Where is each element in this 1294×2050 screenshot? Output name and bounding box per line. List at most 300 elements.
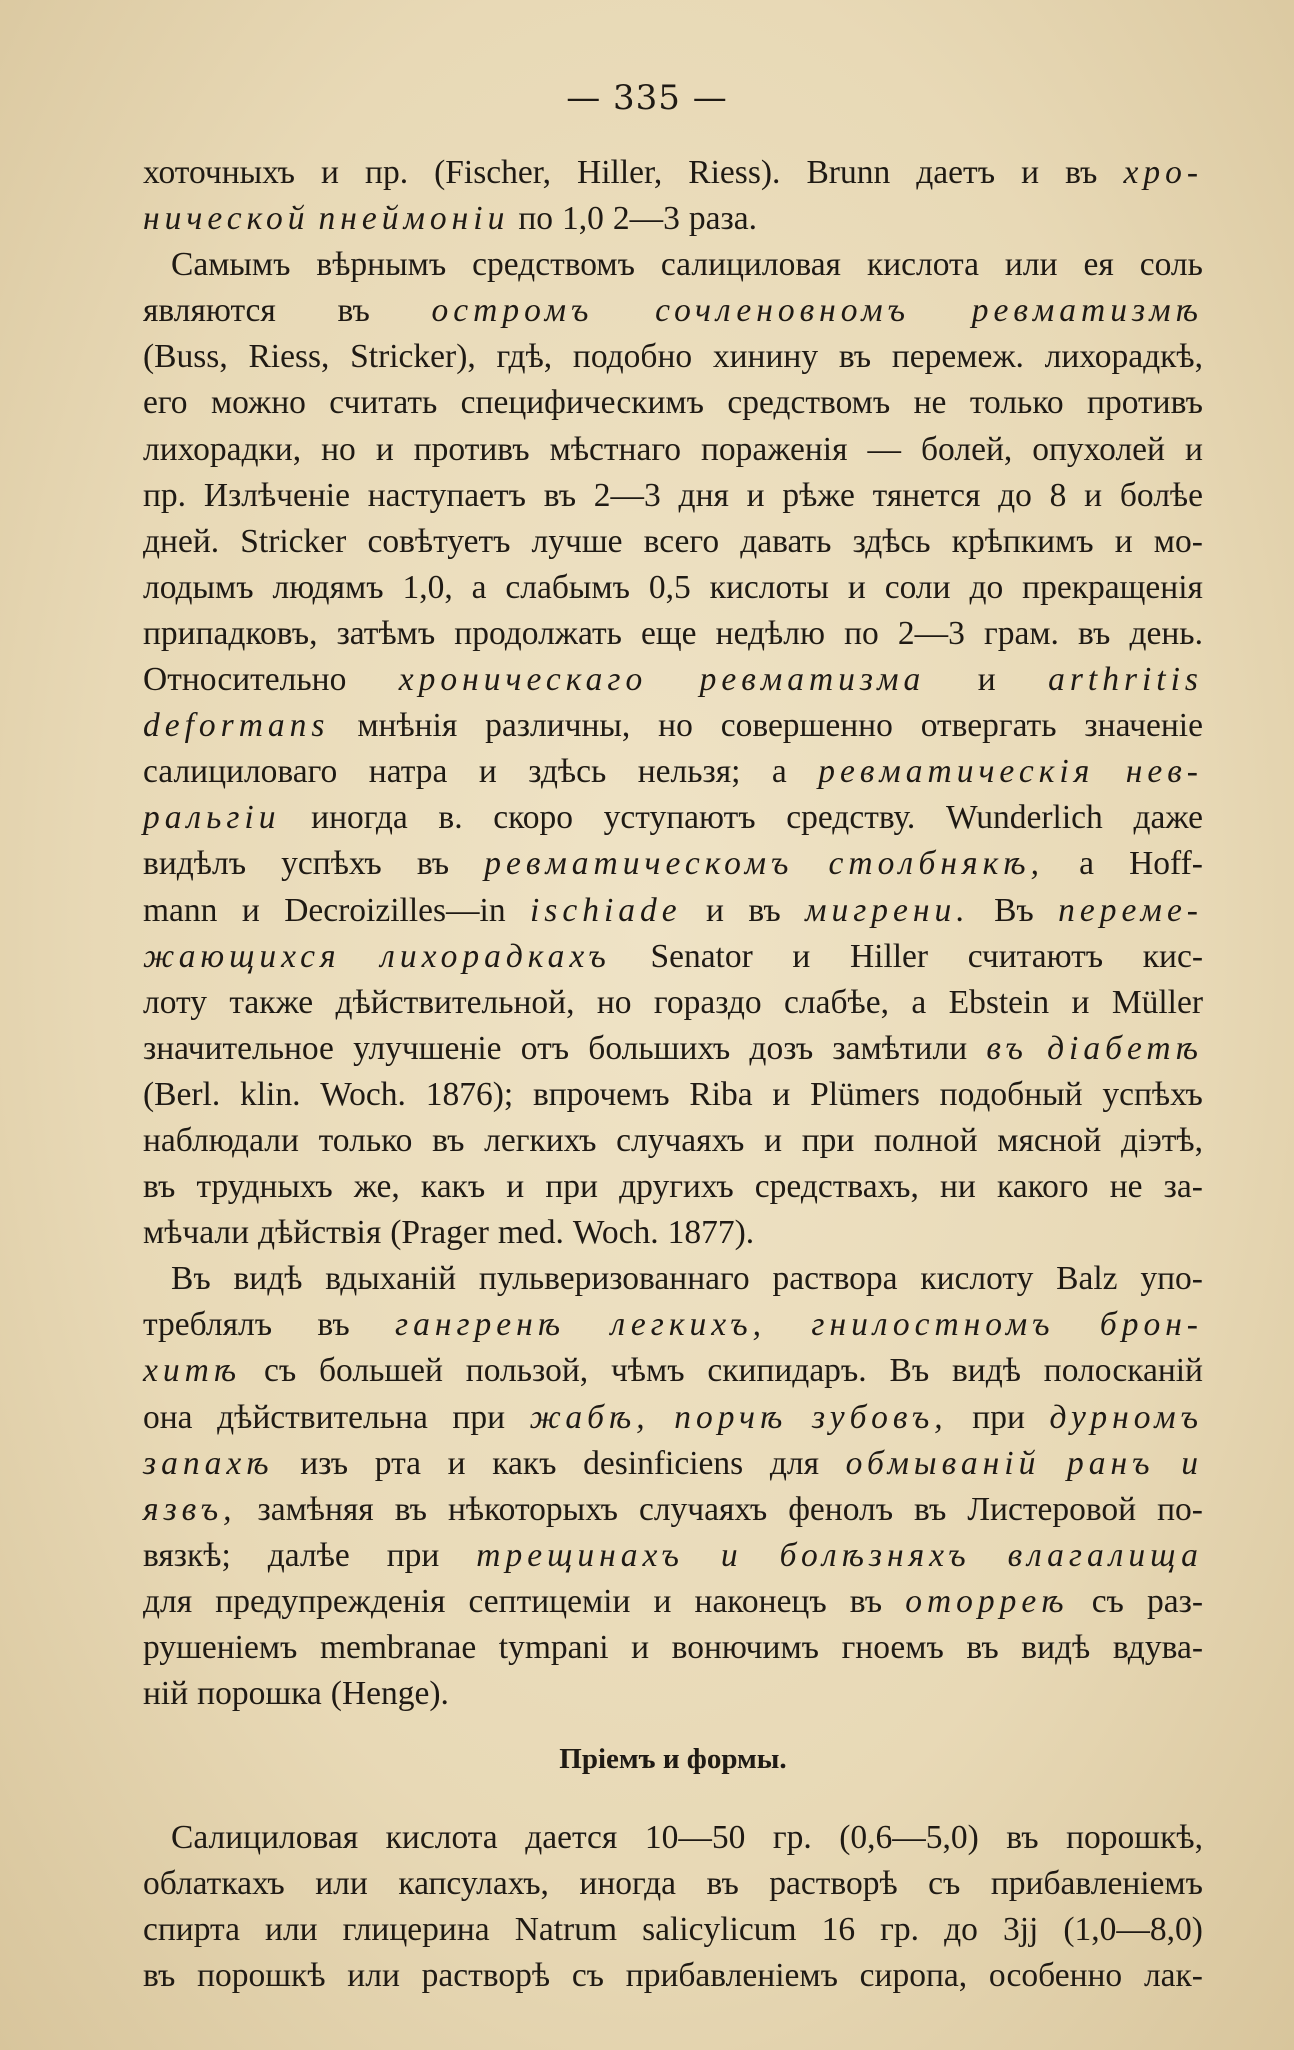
word: рушеніемъ — [143, 1629, 298, 1666]
word: лихорадкѣ, — [1044, 338, 1203, 376]
word: и — [1181, 1444, 1203, 1482]
word: кислоты — [709, 568, 829, 606]
word: или — [315, 1865, 368, 1903]
word: лучше — [531, 522, 623, 560]
word: порошка — [197, 1675, 322, 1713]
word: иногда — [579, 1865, 676, 1903]
word: большей — [319, 1352, 443, 1390]
word: гнилостномъ — [811, 1306, 1055, 1344]
word: ранъ — [1067, 1444, 1155, 1482]
word: трещинахъ — [476, 1536, 684, 1574]
word: также — [229, 983, 314, 1021]
word: и — [1184, 430, 1203, 468]
section-heading: Пріемъ и формы. — [559, 1743, 787, 1776]
text-line — [143, 288, 1203, 334]
text-line — [143, 565, 1203, 611]
word: замѣняя — [257, 1490, 374, 1528]
word: какъ — [492, 1444, 557, 1482]
word: являются — [143, 292, 276, 330]
word: вдыханій — [325, 1260, 457, 1298]
word: прекращенія — [1022, 568, 1203, 606]
word: замѣтили — [832, 1029, 968, 1067]
word: 1877). — [667, 1214, 755, 1252]
text-line — [143, 934, 1203, 980]
word: подобный — [939, 1075, 1083, 1113]
word: для — [769, 1444, 820, 1482]
word: наблюдали — [143, 1121, 299, 1159]
word: гр. — [772, 1819, 812, 1857]
word: и — [321, 154, 339, 191]
word: desinficiens — [583, 1444, 744, 1482]
word: ревматизмѣ — [971, 292, 1203, 330]
word: скипидаръ. — [707, 1352, 867, 1390]
word: какого — [996, 1168, 1089, 1206]
word: дается — [525, 1819, 618, 1857]
word: салициловая — [660, 246, 841, 284]
word: брон- — [1099, 1306, 1203, 1344]
word: въ — [849, 1582, 883, 1620]
word: при — [972, 1398, 1025, 1436]
word: слабымъ — [505, 568, 630, 606]
word: зубовъ, — [811, 1398, 948, 1436]
word: гораздо — [653, 983, 762, 1021]
text-line — [143, 1118, 1203, 1164]
word: наступаетъ — [367, 476, 526, 514]
word: вязкѣ; — [143, 1536, 231, 1574]
page-number: — 335 — — [566, 78, 728, 118]
word: видѣ — [951, 1352, 1021, 1390]
word: хро- — [1123, 154, 1203, 191]
word: — — [867, 430, 901, 468]
word: случаяхъ — [638, 1490, 768, 1528]
word: въ — [1006, 1819, 1039, 1857]
word: подобно — [572, 338, 693, 376]
word: порчѣ — [674, 1398, 788, 1436]
word: Riess). — [688, 154, 781, 191]
word: ни — [939, 1168, 976, 1206]
word: чѣмъ — [610, 1352, 685, 1390]
word: капсулахъ, — [398, 1865, 549, 1903]
text-line — [143, 1861, 1203, 1907]
word: въ — [1065, 154, 1098, 191]
word: влагалища — [1007, 1536, 1203, 1574]
word: Излѣченіе — [203, 476, 350, 514]
body-text — [143, 150, 1203, 2000]
word: въ — [143, 1957, 176, 1995]
word: даже — [1133, 799, 1203, 837]
word: съ — [1091, 1582, 1124, 1620]
word: tympani — [498, 1629, 609, 1666]
word: растворѣ — [769, 1865, 898, 1903]
word: вонючимъ — [671, 1629, 819, 1666]
text-line — [143, 1302, 1203, 1348]
word: въ — [914, 1490, 947, 1528]
word: и — [792, 937, 811, 975]
word: средствомъ — [472, 246, 635, 284]
word: но — [321, 430, 356, 468]
word: въ — [966, 1629, 999, 1666]
text-line — [143, 427, 1203, 473]
text-line — [143, 795, 1203, 841]
word: или — [1004, 246, 1058, 284]
text-line — [143, 657, 1203, 703]
word: пр. — [143, 476, 187, 514]
word: (1,0—8,0) — [1063, 1911, 1203, 1949]
word: до — [944, 1911, 978, 1949]
word: 16 — [821, 1911, 856, 1949]
word: съ — [571, 1957, 605, 1995]
word: далѣе — [267, 1536, 350, 1574]
word: и — [1021, 154, 1040, 191]
word: и — [720, 1536, 743, 1574]
text-line — [143, 380, 1203, 426]
word: совершенно — [720, 707, 893, 745]
word: Balz — [1056, 1260, 1118, 1298]
word: діабетѣ — [1047, 1029, 1203, 1067]
word: за- — [1163, 1168, 1203, 1206]
word: хоточныхъ — [143, 154, 295, 191]
word: лодымъ — [143, 568, 254, 606]
text-line — [143, 1533, 1203, 1579]
word: по — [844, 614, 879, 652]
text-line — [143, 1815, 1203, 1861]
word: раза. — [688, 200, 758, 238]
word: нельзя; — [637, 753, 741, 791]
word: Въ — [171, 1260, 211, 1298]
word: по — [518, 200, 554, 238]
word: оторреѣ — [905, 1582, 1069, 1620]
word: крѣпкимъ — [951, 522, 1094, 560]
word: септицеміи — [468, 1582, 631, 1620]
word: въ — [986, 1029, 1028, 1067]
word: раз- — [1146, 1582, 1203, 1620]
word: по- — [1157, 1490, 1203, 1528]
word: Листеровой — [967, 1490, 1137, 1528]
text-line — [143, 1164, 1203, 1210]
word: перемеж. — [891, 338, 1024, 376]
word: въ — [543, 476, 577, 514]
word: прибавленіемъ — [625, 1957, 838, 1995]
word: в. — [438, 799, 463, 837]
word: ischiade — [530, 891, 682, 929]
word: значительное — [143, 1029, 334, 1067]
word: легкихъ, — [610, 1306, 767, 1344]
word: не — [913, 384, 947, 422]
word: большихъ — [588, 1029, 731, 1067]
word: успѣхъ — [1102, 1075, 1203, 1113]
text-line — [143, 1072, 1203, 1118]
word: остромъ — [431, 292, 594, 330]
word: мнѣнія — [357, 707, 458, 745]
word: или — [265, 1911, 318, 1949]
word: болѣзняхъ — [779, 1536, 971, 1574]
text-line — [143, 1395, 1203, 1441]
word: глицерина — [342, 1911, 490, 1949]
word: и — [631, 1629, 650, 1666]
text-line — [143, 1907, 1203, 1953]
word: пользой, — [465, 1352, 589, 1390]
word: 1,0, — [402, 568, 453, 606]
word: въ — [1078, 614, 1111, 652]
word: mann — [143, 891, 218, 929]
word: ній — [143, 1675, 189, 1713]
word: трудныхъ — [196, 1168, 333, 1206]
word: соли — [884, 568, 951, 606]
word: совѣтуетъ — [367, 522, 511, 560]
word: обмываній — [845, 1444, 1041, 1482]
word: считать — [329, 384, 438, 422]
word: всего — [643, 522, 720, 560]
word: при — [545, 1168, 598, 1206]
word: съ — [263, 1352, 297, 1390]
word: гангренѣ — [395, 1306, 566, 1344]
text-line — [143, 980, 1203, 1026]
text-line — [143, 196, 1203, 242]
word: Въ — [994, 891, 1034, 929]
word: и — [375, 430, 394, 468]
word: вдува- — [1112, 1629, 1203, 1666]
word: въ — [748, 891, 781, 929]
word: фенолъ — [788, 1490, 894, 1528]
word: а — [911, 983, 927, 1021]
word: Самымъ — [171, 246, 291, 284]
text-line — [143, 519, 1203, 565]
word: давать — [740, 522, 832, 560]
word: особенно — [988, 1957, 1123, 1995]
word: мѣчали — [143, 1214, 250, 1252]
word: переме- — [1058, 891, 1203, 929]
word: изъ — [300, 1444, 349, 1482]
word: а — [1079, 845, 1094, 883]
word: впрочемъ — [532, 1075, 670, 1113]
text-line — [143, 473, 1203, 519]
word: и — [847, 568, 866, 606]
word: только — [318, 1121, 413, 1159]
word: спирта — [143, 1911, 240, 1949]
word: отъ — [520, 1029, 570, 1067]
word: дѣйствія — [258, 1214, 382, 1252]
word: еще — [640, 614, 697, 652]
word: хроническаго — [398, 661, 648, 699]
word: Hiller — [849, 937, 929, 975]
word: дозъ — [749, 1029, 814, 1067]
word: (Buss, — [143, 338, 228, 376]
word: опухолей — [1032, 430, 1165, 468]
word: болѣе — [1119, 476, 1203, 514]
word: жабѣ, — [529, 1398, 650, 1436]
word: до — [998, 476, 1032, 514]
word: полной — [874, 1121, 978, 1159]
word: въ — [337, 292, 370, 330]
word: ральгіи — [143, 799, 281, 837]
word: столбнякѣ, — [828, 845, 1044, 883]
word: противъ — [1087, 384, 1203, 422]
word: 3jj — [1002, 1911, 1039, 1949]
word: здѣсь — [852, 522, 931, 560]
word: затѣмъ — [336, 614, 436, 652]
word: же, — [353, 1168, 400, 1206]
word: видѣлъ — [143, 845, 247, 883]
word: klin. — [239, 1075, 301, 1113]
word: при — [452, 1398, 506, 1436]
word: хинину — [712, 338, 819, 376]
word: значеніе — [1084, 707, 1203, 745]
word: продолжать — [454, 614, 622, 652]
word: пр. — [365, 154, 409, 191]
word: язвъ, — [143, 1490, 237, 1528]
word: 0,5 — [648, 568, 691, 606]
word: мигрени. — [805, 891, 970, 929]
word: (Henge). — [330, 1675, 449, 1713]
word: случаяхъ — [616, 1121, 745, 1159]
word: Wunderlich — [945, 799, 1103, 837]
word: день. — [1129, 614, 1203, 652]
text-line — [143, 150, 1203, 196]
word: дѣйствительной, — [335, 983, 575, 1021]
word: гноемъ — [841, 1629, 944, 1666]
text-line — [143, 1671, 1203, 1717]
word: и — [772, 1075, 791, 1113]
word: раствора — [772, 1260, 898, 1298]
word: здѣсь — [528, 753, 607, 791]
word: рта — [374, 1444, 422, 1482]
word: Относительно — [143, 661, 347, 699]
word: ревматизма — [699, 661, 926, 699]
word: салициловаго — [143, 753, 338, 791]
word: въ — [706, 1865, 739, 1903]
word: или — [347, 1957, 400, 1995]
word: Салициловая — [171, 1819, 359, 1857]
word: рѣже — [782, 476, 855, 514]
word: въ — [432, 1121, 465, 1159]
word: до — [969, 568, 1004, 606]
word: его — [143, 384, 188, 422]
word: 2—3 — [593, 476, 661, 514]
word: можно — [210, 384, 306, 422]
text-line — [143, 1256, 1203, 1302]
word: съ — [928, 1865, 961, 1903]
word: средствомъ — [727, 384, 891, 422]
text-line — [143, 1348, 1203, 1394]
word: противъ — [413, 430, 530, 468]
word: и — [1084, 476, 1103, 514]
word: membranae — [319, 1629, 477, 1666]
text-line — [143, 1441, 1203, 1487]
word: лоту — [143, 983, 207, 1021]
word: средствахъ, — [754, 1168, 919, 1206]
word: сочленовномъ — [655, 292, 911, 330]
word: (0,6—5,0) — [839, 1819, 979, 1857]
word: средству. — [786, 799, 916, 837]
word: порошкѣ — [197, 1957, 326, 1995]
word: другихъ — [619, 1168, 734, 1206]
word: но — [658, 707, 693, 745]
word: запахѣ — [143, 1444, 274, 1482]
word: кислота — [385, 1819, 498, 1857]
word: пнеймоніи — [318, 200, 510, 238]
word: и — [746, 476, 765, 514]
word: хитѣ — [143, 1352, 242, 1390]
word: 1876); — [425, 1075, 514, 1113]
word: соль — [1139, 246, 1203, 284]
text-line — [143, 888, 1203, 934]
word: только — [969, 384, 1064, 422]
word: видѣ — [1021, 1629, 1091, 1666]
word: предупрежденія — [215, 1582, 446, 1620]
word: дурномъ — [1049, 1398, 1203, 1436]
word: arthritis — [1048, 661, 1203, 699]
word: salicylicum — [642, 1911, 797, 1949]
word: скоро — [493, 799, 573, 837]
word: (Fischer, — [434, 154, 551, 191]
word: вѣрнымъ — [316, 246, 447, 284]
word: прибавленіемъ — [990, 1865, 1203, 1903]
word: но — [596, 983, 632, 1021]
word: Woch. — [320, 1075, 406, 1113]
word: треблялъ — [143, 1306, 273, 1344]
word: не — [1109, 1168, 1143, 1206]
word: даетъ — [916, 154, 996, 191]
word: (Prager — [390, 1214, 489, 1252]
word: 8 — [1049, 476, 1067, 514]
word: Въ — [889, 1352, 930, 1390]
word: недѣлю — [715, 614, 825, 652]
word: улучшеніе — [353, 1029, 502, 1067]
word: и — [241, 891, 260, 929]
text-line — [143, 749, 1203, 795]
word: упо- — [1140, 1260, 1203, 1298]
word: 2—3 — [897, 614, 965, 652]
word: и — [506, 1168, 525, 1206]
text-line — [143, 703, 1203, 749]
word: для — [143, 1582, 193, 1620]
word: пульверизованнаго — [478, 1260, 750, 1298]
word: специфическимъ — [460, 384, 704, 422]
word: наконецъ — [694, 1582, 827, 1620]
word: успѣхъ — [281, 845, 382, 883]
word: уступаютъ — [603, 799, 756, 837]
word: легкихъ — [484, 1121, 597, 1159]
word: при — [801, 1121, 855, 1159]
word: Hiller, — [577, 154, 663, 191]
word: нѣкоторыхъ — [447, 1490, 618, 1528]
word: мѣстнаго — [549, 430, 681, 468]
word: она — [143, 1398, 193, 1436]
word: діэтѣ, — [1121, 1121, 1203, 1159]
word: Natrum — [514, 1911, 618, 1949]
text-line — [143, 1026, 1203, 1072]
word: Woch. — [572, 1214, 659, 1252]
word: въ — [317, 1306, 350, 1344]
word: грам. — [984, 614, 1059, 652]
word: Brunn — [806, 154, 891, 191]
word: и — [653, 1582, 672, 1620]
word: гр. — [880, 1911, 920, 1949]
word: въ — [416, 845, 450, 883]
word: гдѣ, — [496, 338, 553, 376]
word: а — [471, 568, 487, 606]
word: 1,0 — [562, 200, 604, 238]
word: дѣйствительна — [217, 1398, 428, 1436]
word: при — [386, 1536, 440, 1574]
word: полосканій — [1043, 1352, 1203, 1390]
word: нической — [143, 200, 310, 238]
word: и — [977, 661, 996, 699]
word: кислоту — [920, 1260, 1034, 1298]
word: людямъ — [272, 568, 384, 606]
word: Ebstein — [948, 983, 1050, 1021]
word: и — [1071, 983, 1090, 1021]
